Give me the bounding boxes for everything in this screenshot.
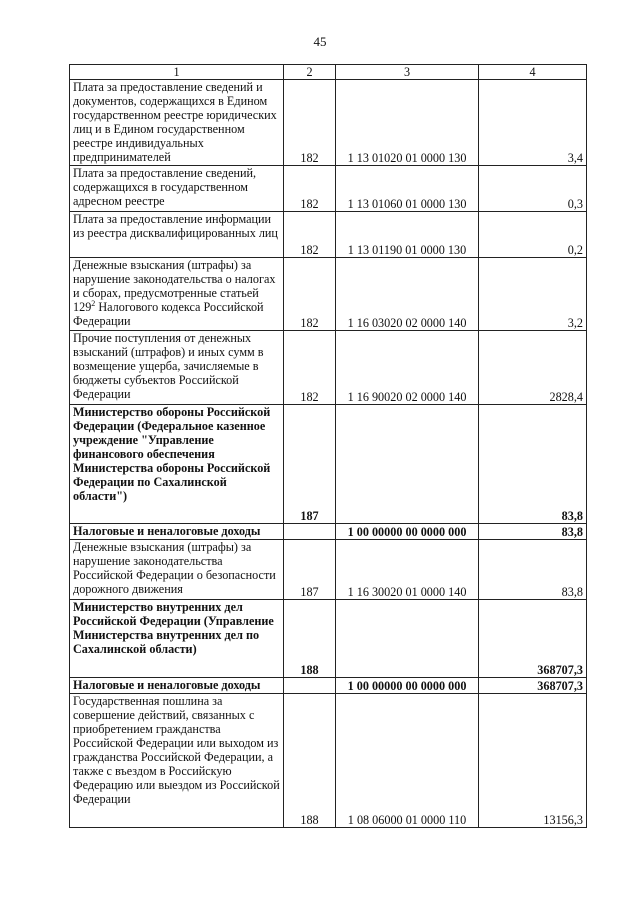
page-number: 45 [313, 34, 327, 49]
table-row [70, 540, 587, 600]
row-classification-code-cell: 1 08 06000 01 0000 110 [336, 694, 479, 828]
row-name-cell: Государственная пошлина за совершение действий, связанных с приобретением гражданства Российской Федерации или выходом из гражданства Российской Федерации, а также с въездом в Российскую Федерацию или выездом из Российской Федерации [70, 694, 284, 828]
row-admin-code-cell: 182 [284, 212, 336, 258]
table-row [70, 524, 587, 540]
row-name-cell: Денежные взыскания (штрафы) за нарушение законодательства Российской Федерации о безопасности дорожного движения [70, 540, 284, 600]
row-admin-code-cell: 188 [284, 694, 336, 828]
table-body [70, 80, 587, 828]
row-name-cell: Плата за предоставление сведений и документов, содержащихся в Едином государственном реестре юридических лиц и в Едином государственном реестре индивидуальных предпринимателей [70, 80, 284, 166]
table-row [70, 331, 587, 405]
row-amount-cell: 3,2 [479, 258, 587, 331]
table-row [70, 405, 587, 524]
column-header-4: 4 [479, 65, 587, 80]
row-admin-code-cell: 182 [284, 80, 336, 166]
row-admin-code-cell: 182 [284, 331, 336, 405]
row-classification-code-cell: 1 00 00000 00 0000 000 [336, 524, 479, 540]
row-admin-code-cell: 188 [284, 600, 336, 678]
column-header-1: 1 [70, 65, 284, 80]
row-amount-cell: 83,8 [479, 405, 587, 524]
header-row [70, 65, 587, 80]
table-row [70, 600, 587, 678]
row-classification-code-cell: 1 16 03020 02 0000 140 [336, 258, 479, 331]
row-amount-cell: 2828,4 [479, 331, 587, 405]
row-classification-code-cell: 1 00 00000 00 0000 000 [336, 678, 479, 694]
row-amount-cell: 368707,3 [479, 678, 587, 694]
row-name-cell: Плата за предоставление информации из реестра дисквалифицированных лиц [70, 212, 284, 258]
row-amount-cell: 368707,3 [479, 600, 587, 678]
row-name-cell: Плата за предоставление сведений, содержащихся в государственном адресном реестре [70, 166, 284, 212]
row-name-cell: Прочие поступления от денежных взысканий (штрафов) и иных сумм в возмещение ущерба, зачисляемые в бюджеты субъектов Российской Федерации [70, 331, 284, 405]
row-admin-code-cell: 187 [284, 540, 336, 600]
row-classification-code-cell: 1 16 30020 01 0000 140 [336, 540, 479, 600]
table-row [70, 694, 587, 828]
row-amount-cell: 13156,3 [479, 694, 587, 828]
row-amount-cell: 0,2 [479, 212, 587, 258]
row-classification-code-cell: 1 16 90020 02 0000 140 [336, 331, 479, 405]
column-header-2: 2 [284, 65, 336, 80]
row-classification-code-cell: 1 13 01020 01 0000 130 [336, 80, 479, 166]
row-classification-code-cell [336, 405, 479, 524]
row-admin-code-cell: 182 [284, 166, 336, 212]
row-admin-code-cell [284, 678, 336, 694]
row-name-cell: Денежные взыскания (штрафы) за нарушение законодательства о налогах и сборах, предусмотренные статьей $129^2$ Налогового кодекса Российской Федерации [70, 258, 284, 331]
table-row [70, 166, 587, 212]
row-admin-code-cell [284, 524, 336, 540]
row-classification-code-cell: 1 13 01190 01 0000 130 [336, 212, 479, 258]
row-amount-cell: 83,8 [479, 540, 587, 600]
table-row [70, 258, 587, 331]
row-amount-cell: 83,8 [479, 524, 587, 540]
row-name-cell: Министерство обороны Российской Федерации (Федеральное казенное учреждение "Управление финансового обеспечения Министерства обороны Российской Федерации по Сахалинской области") [70, 405, 284, 524]
row-name-cell: Министерство внутренних дел Российской Федерации (Управление Министерства внутренних дел по Сахалинской области) [70, 600, 284, 678]
table-row [70, 678, 587, 694]
budget-table [69, 64, 587, 828]
table-row [70, 212, 587, 258]
row-name-cell: Налоговые и неналоговые доходы [70, 678, 284, 694]
row-classification-code-cell [336, 600, 479, 678]
row-name-cell: Налоговые и неналоговые доходы [70, 524, 284, 540]
row-admin-code-cell: 187 [284, 405, 336, 524]
row-amount-cell: 0,3 [479, 166, 587, 212]
column-header-3: 3 [336, 65, 479, 80]
row-classification-code-cell: 1 13 01060 01 0000 130 [336, 166, 479, 212]
row-amount-cell: 3,4 [479, 80, 587, 166]
table-row [70, 80, 587, 166]
row-admin-code-cell: 182 [284, 258, 336, 331]
